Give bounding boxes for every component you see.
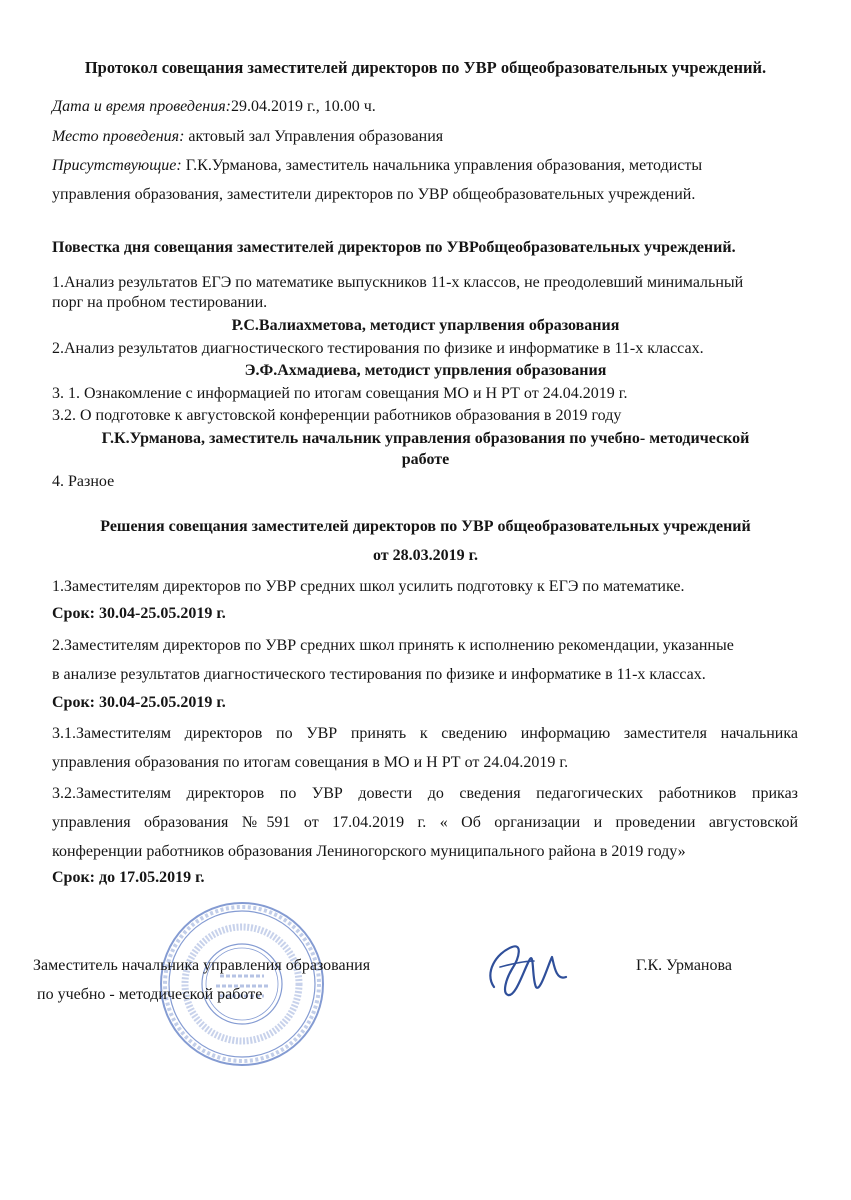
decision-2-line1: 2.Заместителям директоров по УВР средних школ принять к исполнению рекомендации, указанные <box>52 637 734 654</box>
official-stamp <box>158 900 326 1068</box>
agenda-heading: Повестка дня совещания заместителей директоров по УВРобщеобразовательных учреждений. <box>52 239 736 256</box>
handwritten-signature <box>478 935 574 1007</box>
signer-position-line1: Заместитель начальника управления образования <box>33 957 371 974</box>
document-title: Протокол совещания заместителей директоров по УВР общеобразовательных учреждений. <box>84 58 767 77</box>
decision-3-1-line1: 3.1.Заместителям директоров по УВР принять к сведению информацию заместителя начальника <box>52 725 798 742</box>
decisions-heading-line1: Решения совещания заместителей директоров по УВР общеобразовательных учреждений <box>100 518 751 535</box>
deadline-3: Срок: до 17.05.2019 г. <box>52 869 205 886</box>
decision-3-2-line2: управления образования №591 от 17.04.2019 г. « Об организации и проведении августовской <box>52 814 798 831</box>
signer-name: Г.К. Урманова <box>636 957 732 974</box>
decision-3-1-line2: управления образования по итогам совещания в МО и Н РТ от 24.04.2019 г. <box>52 754 569 771</box>
meta-date <box>52 97 376 117</box>
date-label: Дата и время проведения: <box>52 98 231 115</box>
attendees-label: Присутствующие: <box>52 157 182 174</box>
decision-3-2-line1: 3.2.Заместителям директоров по УВР довести до сведения педагогических работников приказ <box>52 785 798 802</box>
agenda-item4: 4. Разное <box>52 473 115 490</box>
deadline-2: Срок: 30.04-25.05.2019 г. <box>52 694 226 711</box>
decision-1: 1.Заместителям директоров по УВР средних школ усилить подготовку к ЕГЭ по математике. <box>52 578 685 595</box>
meta-place <box>52 127 443 147</box>
agenda-speaker1: Р.С.Валиахметова, методист упарлвения образования <box>231 317 620 334</box>
attendees-value-line1: Г.К.Урманова, заместитель начальника управления образования, методисты <box>181 157 703 174</box>
place-label: Место проведения: <box>52 128 185 145</box>
agenda-item3-2: 3.2. О подготовке к августовской конференции работников образования в 2019 году <box>52 407 622 424</box>
agenda-speaker3-line1: Г.К.Урманова, заместитель начальник управления образования по учебно- методической <box>101 430 750 447</box>
decision-2-line2: в анализе результатов диагностического тестирования по физике и информатике в 11-х классах. <box>52 666 706 683</box>
decisions-heading-line2: от 28.03.2019 г. <box>372 547 479 564</box>
agenda-item1-line1: 1.Анализ результатов ЕГЭ по математике выпускников 11-х классов, не преодолевший минимальный <box>52 274 744 291</box>
agenda-item2: 2.Анализ результатов диагностического тестирования по физике и информатике в 11-х классах. <box>52 340 704 357</box>
deadline-1: Срок: 30.04-25.05.2019 г. <box>52 605 226 622</box>
agenda-item3-1: 3. 1. Ознакомление с информацией по итогам совещания МО и Н РТ от 24.04.2019 г. <box>52 385 628 402</box>
attendees-value-line2: управления образования, заместители директоров по УВР общеобразовательных учреждений. <box>52 186 696 203</box>
decision-3-2-line3: конференции работников образования Лениногорского муниципального района в 2019 году» <box>52 843 686 860</box>
agenda-speaker2: Э.Ф.Ахмадиева, методист упрвления образования <box>244 362 607 379</box>
meta-attendees <box>52 156 702 176</box>
agenda-speaker3-line2: работе <box>401 451 450 468</box>
agenda-item1-line2: порг на пробном тестировании. <box>52 294 268 311</box>
place-value: актовый зал Управления образования <box>184 128 444 145</box>
signer-position-line2: по учебно - методической работе <box>37 986 263 1003</box>
date-value: 29.04.2019 г., 10.00 ч. <box>230 98 376 115</box>
